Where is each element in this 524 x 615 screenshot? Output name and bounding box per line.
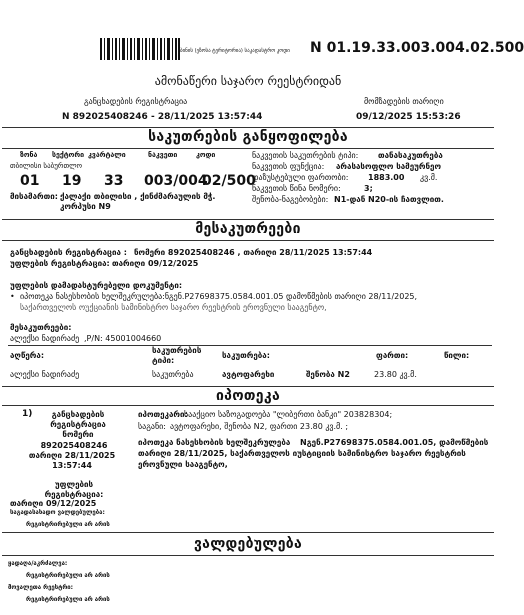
table-header-share: წილი:	[444, 351, 470, 360]
owners-label: მესაკუთრეები:	[10, 323, 72, 332]
debtors-registry-value: რეგისტრირებული არ არის	[26, 596, 110, 603]
divider	[2, 240, 494, 241]
table-cell-place: შენობა N2	[306, 370, 350, 379]
address-value: ქალაქი თბილისი , ქინძმარაულის მჭ. კორპუსი N9	[60, 192, 216, 211]
address-label: მისამართი:	[10, 192, 58, 201]
mortgage-object-value: ავტოფარეხი, შენობა N2, ფართი 23.80 კვ.მ. ;	[170, 422, 349, 431]
owner-name: ალექსი ნადირაძე	[10, 334, 80, 343]
table-header-area: ფართი:	[376, 351, 409, 360]
previous-number-label: ნაკვეთის წინა ნომერი:	[252, 184, 341, 193]
buildings-label: შენობა-ნაგებობები:	[252, 195, 329, 204]
mortgage-document-value: Nგენ.P27698375.0584.001.05, დამოწმების	[300, 438, 489, 447]
zone-header: ზონა	[20, 151, 38, 159]
divider	[2, 405, 494, 406]
document-item: იპოთეკა ნასესხობის ხელშეკრულება:ნგენ.P27698375.0584.001.05 დამოწმების თარიღი 28/11/2025,	[20, 292, 418, 301]
mortgage-entry-number: 1)	[22, 409, 33, 419]
code-unit: 02/500	[202, 173, 256, 189]
table-header-ownership-type: საკუთრების ტიპი:	[152, 346, 202, 365]
mortgage-application-number: 892025408246	[40, 441, 108, 450]
mortgage-application-date: თარიღი 28/11/2025 13:57:44	[28, 451, 116, 470]
obligations-section-title: ვალდებულება	[193, 536, 303, 552]
code-parcel: 003/004	[144, 173, 208, 189]
divider	[2, 386, 494, 387]
previous-number-value: 3;	[364, 184, 373, 193]
code-zone: 01	[20, 173, 40, 189]
zone-subtitle: თბილისი საბურთლო	[10, 162, 83, 170]
registry-code: N 01.19.33.003.004.02.500	[310, 40, 524, 56]
mortgage-subject-value: რეგისტრირებული არ არის	[26, 521, 110, 528]
application-label: განცხადების რეგისტრაცია	[84, 97, 188, 106]
bullet-icon: •	[10, 292, 15, 301]
mortgage-holder-label: იპოთეკარი:	[138, 410, 188, 419]
table-top-border	[8, 345, 492, 346]
barcode-caption: ბინის (ეზოსა ტერიტორია) საკადასტრო კოდი	[180, 48, 290, 54]
divider	[2, 148, 494, 149]
ownership-section-title: მესაკუთრეები	[195, 221, 301, 237]
quarter-header: კვარტალი	[88, 151, 126, 159]
document-item-continued: საქართველოს ოუქციანის სამინისტრო საჯარო რეესტრის ეროვნული სააგენტო,	[20, 303, 327, 312]
right-registration-value: თარიღი 09/12/2025	[112, 259, 199, 268]
divider	[2, 532, 494, 533]
area-unit: კვ.მ.	[420, 173, 438, 182]
prepared-label: მომზადების თარიღი	[364, 97, 444, 106]
barcode	[100, 38, 180, 60]
table-cell-area: 23.80 კვ.მ.	[374, 370, 417, 379]
agency-title: ამონაწერი საჯარო რეესტრიდან	[154, 74, 342, 88]
mortgage-document-line3: ეროვნული სააგენტო,	[138, 460, 228, 469]
area-value: 1883.00	[368, 173, 405, 182]
mortgage-section-title: იპოთეკა	[215, 388, 281, 404]
code-sector: 19	[62, 173, 82, 189]
parcel-function-value: არასასოფლო სამეურნეო	[336, 162, 441, 171]
property-section-title: საკუთრების განყოფილება	[148, 129, 348, 145]
divider	[2, 219, 494, 220]
ownership-type-label: ნაკვეთის საკუთრების ტიპი:	[252, 151, 359, 160]
mortgage-object-label: საგანი:	[138, 422, 166, 431]
table-header-ownership: საკუთრება:	[222, 351, 270, 360]
table-cell-kind: ავტოფარეხი	[222, 370, 275, 379]
table-header-description: აღწერა:	[10, 351, 45, 360]
mortgage-right-label: უფლების რეგისტრაცია:	[44, 480, 104, 499]
code-quarter: 33	[104, 173, 124, 189]
parcel-header: ნაკვეთი	[148, 151, 178, 159]
divider	[2, 127, 494, 128]
documents-label: უფლების დამადასტურებელი დოკუმენტი:	[10, 281, 183, 290]
owner-personal-number: ,P/N: 45001004660	[84, 334, 162, 343]
seizure-value: რეგისტრირებული არ არის	[26, 572, 110, 579]
area-label: დაზუსტებული ფართობი:	[252, 173, 349, 182]
mortgage-document-label: იპოთეკა ნასესხობის ხელშეკრულება	[138, 438, 291, 447]
prepared-value: 09/12/2025 15:53:26	[356, 112, 461, 122]
registration-label: განცხადების რეგისტრაცია :	[10, 248, 127, 257]
debtors-registry-label: მოვალეთა რეესტრი:	[8, 584, 74, 591]
ownership-type-value: თანასაკუთრება	[378, 151, 443, 160]
parcel-function-label: ნაკვეთის ფუნქცია:	[252, 162, 325, 171]
buildings-value: N1-დან N20-ის ჩათვლით.	[334, 195, 444, 204]
mortgage-application-label: განცხადების რეგისტრაცია ნომერი	[50, 410, 106, 439]
sector-header: სექტორი	[52, 151, 85, 159]
mortgage-document-line2: თარიღი 28/11/2025, საქართველოს იუსტიციის სამინისტრო საჯარო რეესტრის	[138, 449, 466, 458]
mortgage-subject-label: საგადასახადო ვალდებულება:	[10, 509, 105, 516]
right-registration-label: უფლების რეგისტრაცია:	[10, 259, 110, 268]
code-header: კოდი	[196, 151, 216, 159]
seizure-label: ყადაღა/აკრძალვა:	[8, 560, 68, 567]
divider	[2, 555, 494, 556]
registration-value: ნომერი 892025408246 , თარიღი 28/11/2025 13:57:44	[134, 248, 373, 257]
table-cell-type: საკუთრება	[152, 370, 194, 379]
table-cell-owner: ალექსი ნადირაძე	[10, 370, 80, 379]
application-value: N 892025408246 - 28/11/2025 13:57:44	[62, 112, 263, 122]
mortgage-right-date: თარიღი 09/12/2025	[10, 499, 97, 508]
mortgage-holder-value: სააქციო საზოგადოება "ლიბერთი ბანკი" 203828304;	[184, 410, 393, 419]
